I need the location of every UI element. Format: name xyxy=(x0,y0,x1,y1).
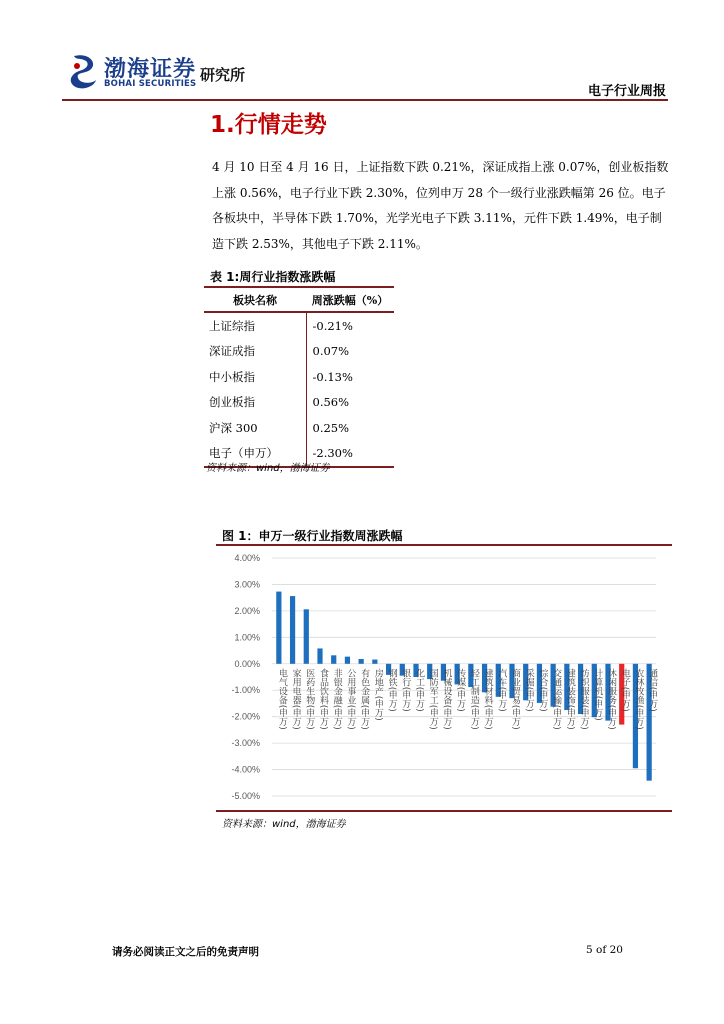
bar xyxy=(359,659,364,664)
x-category-label: 计算机(申万) xyxy=(592,668,603,721)
chart-caption: 图 1：申万一级行业指数周涨跌幅 xyxy=(222,529,403,543)
x-category-label: 医药生物(申万) xyxy=(304,668,315,730)
chart-top-divider xyxy=(216,544,672,546)
x-category-label: 机械设备(申万) xyxy=(441,668,452,730)
table-row xyxy=(204,364,394,390)
sector-change: -0.13% xyxy=(306,364,394,390)
x-category-label: 建筑装饰(申万) xyxy=(564,668,575,730)
table-row xyxy=(204,312,394,339)
table-row xyxy=(204,415,394,441)
y-tick-label: -1.00% xyxy=(231,685,260,696)
x-category-label: 公用事业(申万) xyxy=(345,668,356,730)
y-tick-label: -4.00% xyxy=(231,764,260,775)
y-tick-label: -3.00% xyxy=(231,738,260,749)
sector-name: 中小板指 xyxy=(209,369,255,384)
sector-change: 0.56% xyxy=(306,390,394,416)
table-caption: 表 1:周行业指数涨跌幅 xyxy=(210,270,336,284)
bar xyxy=(372,660,377,664)
x-category-label: 交通运输(申万) xyxy=(551,668,562,730)
bar xyxy=(317,648,322,663)
bar xyxy=(276,592,281,664)
table-header-row xyxy=(204,287,394,312)
y-tick-label: 2.00% xyxy=(234,605,260,616)
x-category-label: 电气设备(申万) xyxy=(276,668,287,730)
header-divider xyxy=(62,99,668,101)
sector-name: 创业板指 xyxy=(209,395,255,410)
report-type-label: 电子行业周报 xyxy=(587,84,666,99)
industry-change-bar-chart xyxy=(216,548,672,808)
sector-name: 电子（申万） xyxy=(204,441,306,468)
x-category-label: 食品饮料(申万) xyxy=(318,668,328,730)
x-category-label: 银行(申万) xyxy=(400,668,411,712)
y-tick-label: 3.00% xyxy=(234,579,260,590)
x-category-label: 商业贸易(申万) xyxy=(510,668,520,730)
x-category-label: 综合(申万) xyxy=(537,668,548,712)
sector-name: 上证综指 xyxy=(209,318,255,333)
x-category-label: 电子(申万) xyxy=(619,668,630,712)
brand-name-cn: 渤海证券 xyxy=(104,56,197,82)
x-category-label: 国防军工(申万) xyxy=(427,668,438,730)
x-category-label: 化工(申万) xyxy=(414,668,424,712)
y-tick-label: -2.00% xyxy=(231,711,260,722)
department-label: 研究所 xyxy=(200,66,246,84)
page-number: 5 of 20 xyxy=(586,944,623,956)
bar xyxy=(304,609,309,663)
sector-name: 深证成指 xyxy=(209,344,255,359)
x-category-label: 钢铁(申万) xyxy=(386,668,397,712)
x-category-label: 采掘(申万) xyxy=(523,668,534,712)
column-header-change: 周涨跌幅（%） xyxy=(306,287,394,312)
sector-change: -2.30% xyxy=(306,441,394,468)
y-tick-label: 1.00% xyxy=(234,632,260,643)
x-category-label: 轻工制造(申万) xyxy=(468,668,479,730)
y-tick-label: 4.00% xyxy=(234,553,260,563)
bar xyxy=(290,596,295,664)
x-category-label: 通信(申万) xyxy=(647,668,658,712)
x-category-label: 房地产(申万) xyxy=(372,668,383,721)
index-change-table xyxy=(204,286,394,468)
x-category-label: 有色金属(申万) xyxy=(359,668,370,730)
x-category-label: 传媒(申万) xyxy=(455,668,466,712)
sector-name: 沪深 300 xyxy=(209,420,258,435)
y-tick-label: 0.00% xyxy=(234,658,260,669)
table-row xyxy=(204,390,394,416)
x-category-label: 休闲服务(申万) xyxy=(606,668,616,730)
column-header-sector: 板块名称 xyxy=(204,287,306,312)
disclaimer-note: 请务必阅读正文之后的免责声明 xyxy=(112,946,259,958)
sector-change: 0.25% xyxy=(306,415,394,441)
x-category-label: 建筑材料(申万) xyxy=(482,668,493,730)
chart-source-note: 资料来源：wind，渤海证券 xyxy=(222,819,346,830)
brand-name-en: BOHAI SECURITIES xyxy=(104,79,197,89)
table-row xyxy=(204,339,394,365)
chart-bottom-divider xyxy=(216,810,672,812)
y-tick-label: -5.00% xyxy=(231,791,260,801)
section-title: 1.行情走势 xyxy=(210,112,327,138)
table-source-note: 资料来源：wind，渤海证券 xyxy=(206,463,330,474)
x-category-label: 汽车(申万) xyxy=(496,668,507,712)
bar xyxy=(345,657,350,664)
market-summary-paragraph: 4 月 10 日至 4 月 16 日，上证指数下跌 0.21%，深证成指上涨 0.07%，创业板指数上涨 0.56%，电子行业下跌 2.30%，位列申万 28 个一级行业涨跌幅第 26 位。电子各板块中，半导体下跌 1.70%，光学光电子下跌 3.11%，元件下跌 1.49%，电子制造下跌 2.53%，其他电子下跌 2.11%。 xyxy=(212,160,669,251)
bar xyxy=(331,655,336,663)
x-category-label: 家用电器(申万) xyxy=(290,668,301,730)
x-category-label: 纺织服装(申万) xyxy=(578,668,589,730)
x-category-label: 农林牧渔(申万) xyxy=(633,668,644,730)
sector-change: -0.21% xyxy=(306,312,394,339)
bohai-logo-icon xyxy=(68,52,98,90)
sector-change: 0.07% xyxy=(306,339,394,365)
x-category-label: 非银金融(申万) xyxy=(331,668,342,730)
